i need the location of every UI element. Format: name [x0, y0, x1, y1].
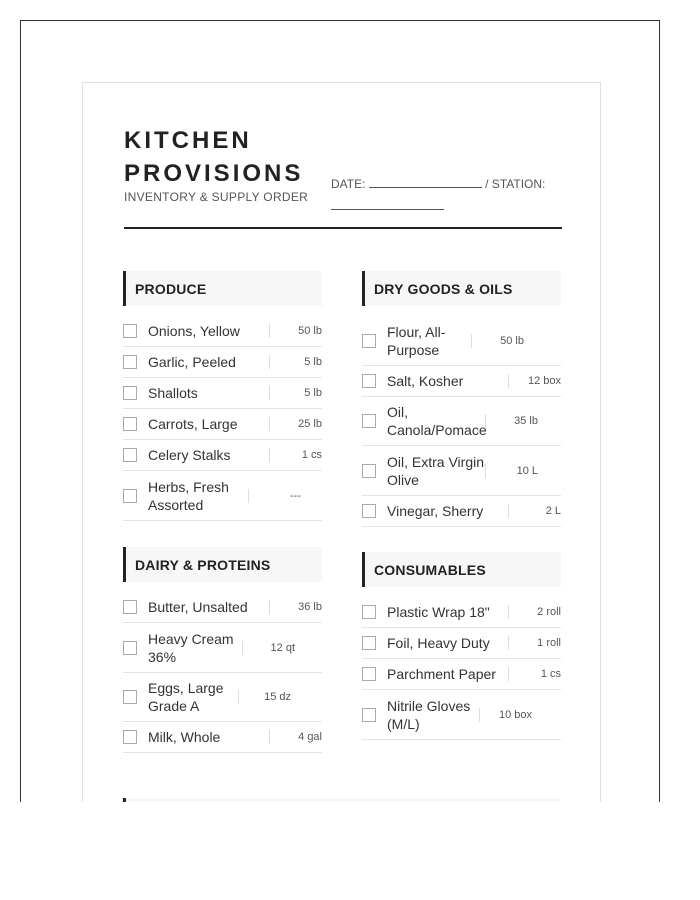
item-checkbox[interactable] — [123, 448, 137, 462]
list-item[interactable] — [123, 316, 322, 347]
item-quantity: 5 lb — [269, 386, 322, 400]
item-name: Butter, Unsalted — [148, 599, 248, 615]
list-item[interactable] — [362, 496, 561, 527]
item-checkbox[interactable] — [362, 605, 376, 619]
item-quantity: 50 lb — [269, 324, 322, 338]
title-line-2: PROVISIONS — [124, 160, 304, 187]
section-header-partial — [123, 798, 561, 802]
item-checkbox[interactable] — [362, 414, 376, 428]
item-quantity: 10 L — [485, 464, 538, 478]
date-label: DATE: — [331, 177, 366, 191]
item-name: Celery Stalks — [148, 447, 231, 463]
title-line-1: KITCHEN — [124, 127, 252, 154]
item-name: Milk, Whole — [148, 729, 221, 745]
item-checkbox[interactable] — [362, 708, 376, 722]
list-item[interactable] — [362, 597, 561, 628]
item-name: Plastic Wrap 18" — [387, 604, 490, 620]
item-checkbox[interactable] — [123, 730, 137, 744]
item-quantity: --- — [248, 489, 301, 503]
list-item[interactable] — [123, 440, 322, 471]
section-header: DRY GOODS & OILS — [362, 271, 561, 306]
header-divider — [124, 227, 562, 229]
item-checkbox[interactable] — [123, 417, 137, 431]
item-name: Carrots, Large — [148, 416, 238, 432]
item-name: Herbs, Fresh Assorted — [148, 478, 229, 513]
item-name: Eggs, Large Grade A — [148, 680, 224, 714]
item-name: Oil, Canola/Pomace — [387, 404, 487, 438]
list-item[interactable] — [123, 592, 322, 623]
list-item[interactable] — [362, 316, 561, 366]
item-checkbox[interactable] — [123, 386, 137, 400]
item-name: Onions, Yellow — [148, 323, 240, 339]
subtitle: INVENTORY & SUPPLY ORDER — [124, 190, 309, 204]
station-field[interactable] — [331, 196, 444, 210]
item-name: Foil, Heavy Duty — [387, 635, 490, 651]
item-checkbox[interactable] — [362, 374, 376, 388]
item-checkbox[interactable] — [123, 355, 137, 369]
item-quantity: 50 lb — [471, 334, 524, 348]
order-sheet — [82, 82, 601, 802]
item-checkbox[interactable] — [123, 600, 137, 614]
item-name: Vinegar, Sherry — [387, 503, 484, 519]
item-quantity: 25 lb — [269, 417, 322, 431]
item-checkbox[interactable] — [362, 667, 376, 681]
list-item[interactable] — [362, 446, 561, 496]
list-item[interactable] — [362, 397, 561, 446]
item-checkbox[interactable] — [123, 489, 137, 503]
item-name: Heavy Cream 36% — [148, 630, 234, 665]
item-name: Salt, Kosher — [387, 373, 464, 389]
list-item[interactable] — [362, 659, 561, 690]
list-item[interactable] — [123, 722, 322, 753]
item-quantity: 12 box — [508, 374, 561, 388]
page-frame — [20, 20, 660, 802]
item-checkbox[interactable] — [362, 464, 376, 478]
item-quantity: 15 dz — [238, 690, 291, 704]
section-next-partial — [123, 798, 561, 802]
item-checkbox[interactable] — [123, 324, 137, 338]
list-item[interactable] — [123, 623, 322, 673]
item-quantity: 5 lb — [269, 355, 322, 369]
item-name: Garlic, Peeled — [148, 354, 236, 370]
item-quantity: 1 cs — [269, 448, 322, 462]
item-checkbox[interactable] — [362, 504, 376, 518]
list-item[interactable] — [123, 673, 322, 722]
item-checkbox[interactable] — [123, 641, 137, 655]
item-quantity: 1 roll — [508, 636, 561, 650]
item-checkbox[interactable] — [123, 690, 137, 704]
list-item[interactable] — [123, 378, 322, 409]
item-quantity: 12 qt — [242, 641, 295, 655]
item-checkbox[interactable] — [362, 636, 376, 650]
date-station-line — [331, 173, 571, 217]
item-checkbox[interactable] — [362, 334, 376, 348]
list-item[interactable] — [123, 409, 322, 440]
section-consumables — [362, 552, 561, 740]
item-quantity: 4 gal — [269, 730, 322, 744]
item-quantity: 1 cs — [508, 667, 561, 681]
section-header: PRODUCE — [123, 271, 322, 306]
item-name: Nitrile Gloves (M/L) — [387, 697, 471, 732]
item-name: Flour, All-Purpose — [387, 323, 446, 358]
section-dairy-proteins — [123, 547, 322, 753]
list-item[interactable] — [362, 628, 561, 659]
item-quantity: 10 box — [479, 708, 532, 722]
section-header: CONSUMABLES — [362, 552, 561, 587]
item-quantity: 2 roll — [508, 605, 561, 619]
item-quantity: 36 lb — [269, 600, 322, 614]
list-item[interactable] — [362, 366, 561, 397]
list-item[interactable] — [123, 471, 322, 521]
list-item[interactable] — [123, 347, 322, 378]
item-quantity: 2 L — [508, 504, 561, 518]
section-produce — [123, 271, 322, 521]
item-name: Oil, Extra Virgin Olive — [387, 453, 484, 488]
list-item[interactable] — [362, 690, 561, 740]
date-field[interactable] — [369, 174, 482, 188]
item-name: Shallots — [148, 385, 198, 401]
section-dry-goods-oils — [362, 271, 561, 527]
item-quantity: 35 lb — [485, 414, 538, 428]
station-label: / STATION: — [485, 177, 546, 191]
section-header: DAIRY & PROTEINS — [123, 547, 322, 582]
item-name: Parchment Paper — [387, 666, 496, 682]
